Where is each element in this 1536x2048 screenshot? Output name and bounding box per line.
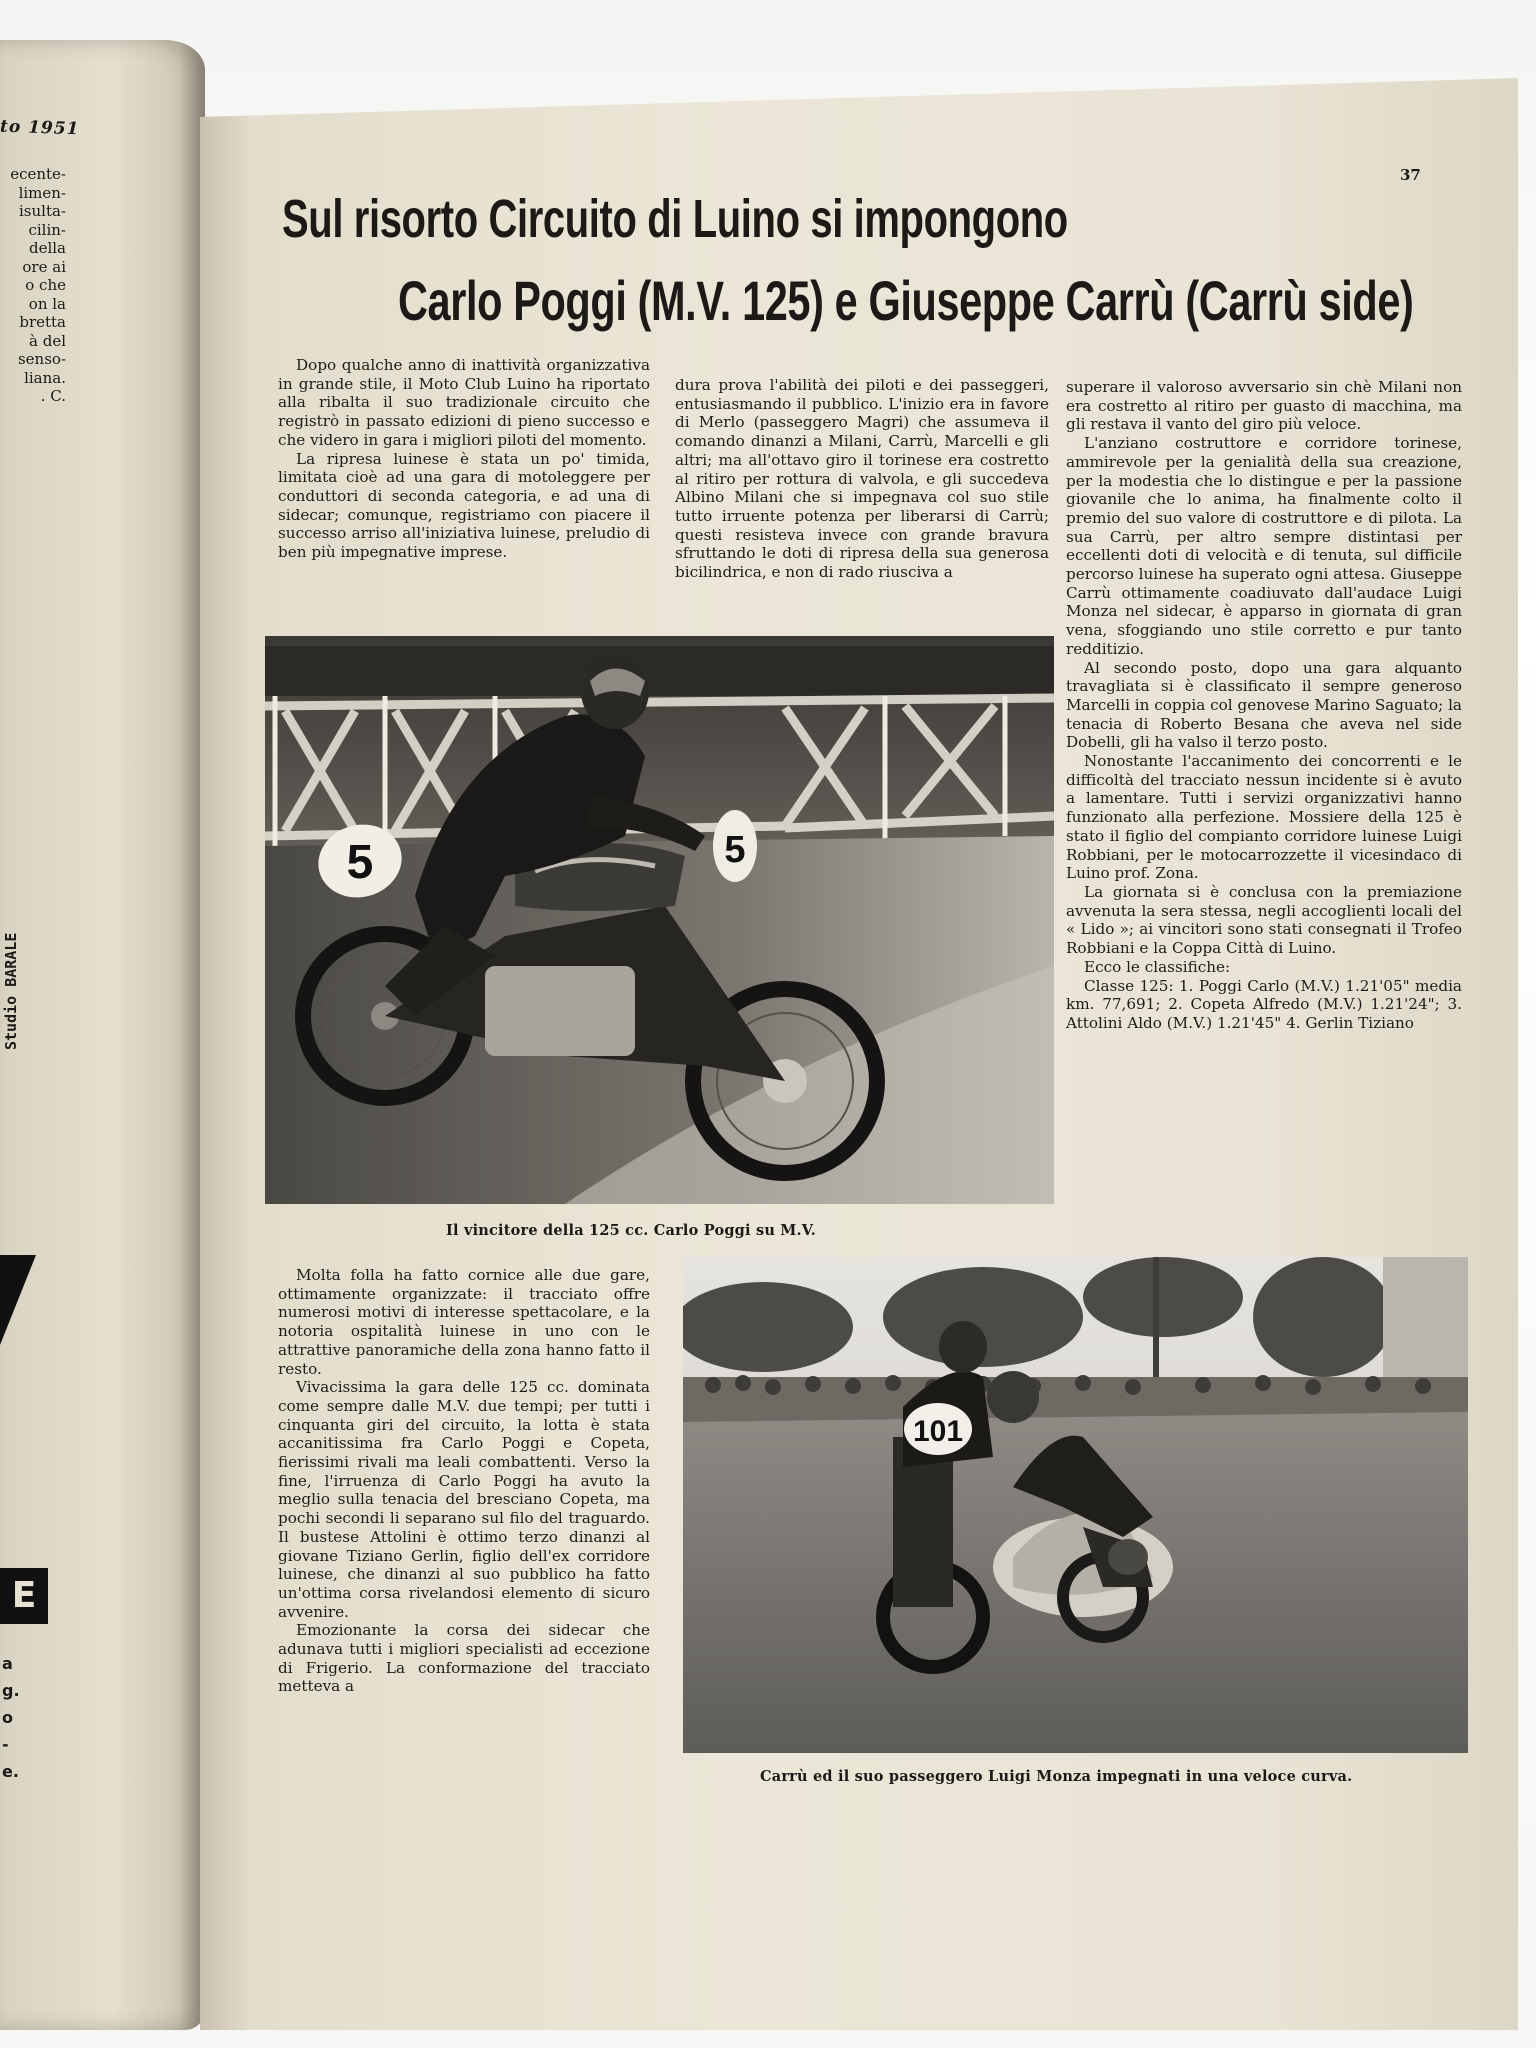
paragraph: Emozionante la corsa dei sidecar che adunava tutti i migliori specialisti ad eccezione di Frigerio. La conformazione del tracciato metteva a [278,1621,650,1696]
left-fragment: ore ai [22,257,66,276]
left-fragment: . C. [40,387,66,405]
left-fragment: à del [29,331,66,350]
classifiche-results: Classe 125: 1. Poggi Carlo (M.V.) 1.21'05" media km. 77,691; 2. Copeta Alfredo (M.V.) 1.21'24"; 3. Attolini Aldo (M.V.) 1.21'45" 4. Gerlin Tiziano [1066,976,1462,1032]
photo-sidecar-illustration [683,1257,1468,1753]
paragraph: L'anziano costruttore e corridore torinese, ammirevole per la genialità della sua creazione, per la modestia che lo distingue e per la passione giovanile che lo anima, ha finalmente colto il premio del suo valore di costruttore e di pilota. La sua Carrù, per altro sempre distintasi per eccellenti doti di velocità e di tenuta, sul difficile percorso luinese ha superato ogni attesa. Giuseppe Carrù ottimamente coadiuvato dall'audace Luigi Monza nel sidecar, è apparso in giornata di gran vena, sfoggiando uno stile corretto e pur tanto redditizio. [1066,434,1462,658]
photo-sidecar [683,1257,1468,1753]
paragraph: Nonostante l'accanimento dei concorrenti e le difficoltà del tracciato nessun incidente si è avuto a lamentare. Tutti i servizi organizzativi hanno funzionato alla perfezione. Mossiere della 125 è stato il figlio del compianto corridore luinese Luigi Robbiani, per le motocarrozzette il vicesindaco di Luino prof. Zona. [1066,752,1462,883]
photo-motorcycle-125 [265,636,1054,1204]
photo-motorcycle-illustration [265,636,1054,1204]
black-wedge-graphic [0,1255,36,1345]
left-small-fragment: a [2,1654,13,1673]
paragraph: Dopo qualche anno di inattività organizzativa in grande stile, il Moto Club Luino ha riportato alla ribalta il suo tradizionale circuito che registrò in passato edizioni di pieno successo e che videro in gara i migliori piloti del momento. [278,356,650,449]
left-fragment: della [28,239,66,257]
left-page-text-fragments [0,165,66,406]
page-number: 37 [1400,166,1421,184]
left-fragment: limen- [18,183,66,202]
left-page [0,40,205,2030]
left-small-fragment: - [2,1735,9,1754]
left-fragment: liana. [24,368,66,387]
article-column-3 [1066,378,1462,1033]
paragraph: dura prova l'abilità dei piloti e dei passeggeri, entusiasmando il pubblico. L'inizio era in favore di Merlo (passeggero Magri) che assumeva il comando dinanzi a Milani, Carrù, Marcelli e gli altri; ma all'ottavo giro il torinese era costretto al ritiro per rottura di valvola, e gli succedeva Albino Milani che si impegnava col suo stile tutto irruente potenza per liberarsi di Carrù; questi resisteva invece con grande bravura sfruttando le doti di ripresa della sua generosa bicilindrica, e non di rado riusciva a [675,376,1049,582]
headline-line-2: Carlo Poggi (M.V. 125) e Giuseppe Carrù (Carrù side) [398,269,1414,332]
left-fragment: ecente- [10,165,66,183]
headline-line-1: Sul risorto Circuito di Luino si impongono [282,189,1068,249]
article-column-4 [278,1266,650,1696]
left-fragment: cilin- [28,220,66,239]
race-number-5-front: 5 [724,829,746,871]
photo-1-caption: Il vincitore della 125 cc. Carlo Poggi su M.V. [446,1222,816,1239]
race-number-101: 101 [912,1415,964,1448]
left-fragment: senso- [17,350,66,368]
paragraph: Molta folla ha fatto cornice alle due gare, ottimamente organizzate: il tracciato offre numerosi motivi di interesse spettacolare, e la notoria ospitalità luinese in uno con le attrattive panoramiche della zona hanno fatto il resto. [278,1266,650,1378]
left-small-fragment: g. [2,1681,20,1700]
article-column-1 [278,356,650,562]
paragraph: La giornata si è conclusa con la premiazione avvenuta la sera stessa, negli accoglienti locali del « Lido »; ai vincitori sono stati consegnati il Trofeo Robbiani e la Coppa Città di Luino. [1066,882,1462,958]
paragraph: Vivacissima la gara delle 125 cc. dominata come sempre dalle M.V. due tempi; per tutti i cinquanta giri del circuito, la lotta è stata accanitissima fra Carlo Poggi e Copeta, fierissimi rivali ma leali combattenti. Verso la fine, l'irruenza di Carlo Poggi ha avuto la meglio sulla tenacia del bresciano Copeta, ma pochi secondi li separano sul filo del traguardo. Il bustese Attolini è ottimo terzo dinanzi al giovane Tiziano Gerlin, figlio dell'ex corridore luinese, che dinanzi al suo pubblico ha fatto un'ottima corsa rivelandosi elemento di sicuro avvenire. [278,1378,650,1621]
black-letter-box: E [0,1568,48,1624]
photo-2-caption: Carrù ed il suo passeggero Luigi Monza impegnati in una veloce curva. [760,1768,1353,1785]
paragraph: Ecco le classifiche: [1084,957,1231,976]
studio-signature: Studio BARALE [2,932,20,1050]
left-small-fragments [2,1650,20,1785]
left-fragment: on la [28,294,66,313]
left-small-fragment: o [2,1708,13,1727]
paragraph: La ripresa luinese è stata un po' timida, limitata cioè ad una gara di motoleggere per conduttori di seconda categoria, e ad una di sidecar; comunque, registriamo con piacere il successo arriso all'iniziativa luinese, preludio di ben più impegnative imprese. [278,449,650,562]
left-small-fragment: e. [2,1762,19,1781]
left-fragment: bretta [19,313,66,331]
article-column-2 [675,376,1049,582]
paragraph: superare il valoroso avversario sin chè Milani non era costretto al ritiro per guasto di macchina, ma gli restava il vanto del giro più veloce. [1066,378,1462,434]
paragraph: Al secondo posto, dopo una gara alquanto travagliata si è classificato il sempre generoso Marcelli in coppia col genovese Marino Saguato; la tenacia di Roberto Besana che aveva nel side Dobelli, gli ha valso il terzo posto. [1066,658,1462,752]
left-fragment: o che [25,276,66,294]
left-fragment: isulta- [19,202,66,220]
left-page-header: to 1951 [0,116,80,140]
race-number-5: 5 [346,836,374,889]
